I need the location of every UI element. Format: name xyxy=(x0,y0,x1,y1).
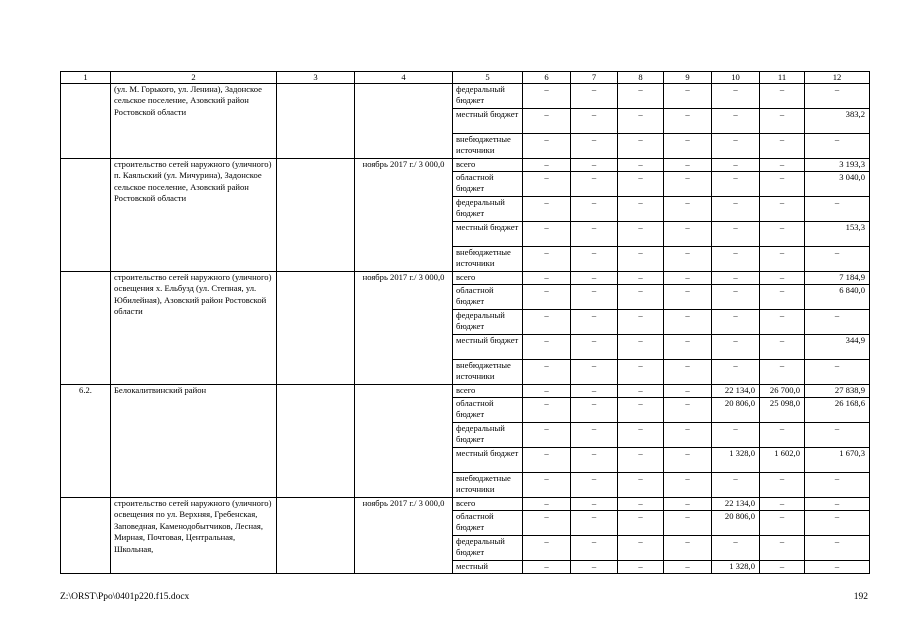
year-value: – xyxy=(760,272,805,285)
year-value: – xyxy=(571,172,618,197)
year-value: 3 193,3 xyxy=(805,159,870,172)
year-value: – xyxy=(664,536,712,561)
year-value: – xyxy=(523,398,571,423)
year-value: – xyxy=(523,511,571,536)
column-number-header: 9 xyxy=(664,72,712,84)
year-value: – xyxy=(618,398,664,423)
item-number xyxy=(61,498,111,574)
column-number-header: 12 xyxy=(805,72,870,84)
year-value: – xyxy=(571,335,618,360)
year-value: – xyxy=(571,360,618,385)
deadline-capacity: ноябрь 2017 г./ 3 000,0 xyxy=(355,498,453,574)
budget-table xyxy=(60,71,870,574)
year-value: – xyxy=(571,511,618,536)
funding-source: областной бюджет xyxy=(453,511,523,536)
year-value: 1 670,3 xyxy=(805,448,870,473)
year-value: 26 700,0 xyxy=(760,385,805,398)
year-value: – xyxy=(523,159,571,172)
year-value: 20 806,0 xyxy=(712,398,760,423)
item-name: Белокалитвинский район xyxy=(111,385,277,498)
year-value: – xyxy=(712,134,760,159)
year-value: – xyxy=(571,498,618,511)
funding-source: федеральный бюджет xyxy=(453,423,523,448)
year-value: – xyxy=(618,473,664,498)
year-value: – xyxy=(805,360,870,385)
year-value: – xyxy=(523,310,571,335)
year-value: – xyxy=(618,172,664,197)
year-value: 153,3 xyxy=(805,222,870,247)
year-value: – xyxy=(664,109,712,134)
year-value: – xyxy=(571,310,618,335)
year-value: – xyxy=(523,385,571,398)
year-value: – xyxy=(571,109,618,134)
year-value: – xyxy=(664,134,712,159)
year-value: 20 806,0 xyxy=(712,511,760,536)
year-value: – xyxy=(664,335,712,360)
year-value: – xyxy=(618,511,664,536)
column-3-cell xyxy=(277,498,355,574)
year-value: – xyxy=(664,511,712,536)
year-value: – xyxy=(805,536,870,561)
year-value: – xyxy=(618,423,664,448)
year-value: – xyxy=(571,448,618,473)
year-value: – xyxy=(523,172,571,197)
year-value: – xyxy=(523,134,571,159)
year-value: – xyxy=(664,310,712,335)
year-value: – xyxy=(571,473,618,498)
year-value: – xyxy=(523,335,571,360)
year-value: 6 840,0 xyxy=(805,285,870,310)
item-number xyxy=(61,159,111,272)
year-value: – xyxy=(664,448,712,473)
funding-source: всего xyxy=(453,498,523,511)
year-value: – xyxy=(571,385,618,398)
funding-source: федеральный бюджет xyxy=(453,536,523,561)
year-value: – xyxy=(760,134,805,159)
year-value: – xyxy=(712,222,760,247)
funding-source: федеральный бюджет xyxy=(453,84,523,109)
year-value: – xyxy=(760,511,805,536)
year-value: – xyxy=(618,197,664,222)
item-name: (ул. М. Горького, ул. Ленина), Задонское сельское поселение, Азовский район Ростовской области xyxy=(111,84,277,159)
funding-source: федеральный бюджет xyxy=(453,310,523,335)
funding-source: местный бюджет xyxy=(453,222,523,247)
year-value: – xyxy=(618,247,664,272)
year-value: – xyxy=(618,134,664,159)
year-value: – xyxy=(523,448,571,473)
year-value: 383,2 xyxy=(805,109,870,134)
year-value: – xyxy=(523,285,571,310)
column-number-header: 2 xyxy=(111,72,277,84)
year-value: – xyxy=(805,247,870,272)
year-value: – xyxy=(571,561,618,574)
year-value: – xyxy=(571,272,618,285)
year-value: – xyxy=(618,84,664,109)
year-value: – xyxy=(805,310,870,335)
year-value: – xyxy=(664,360,712,385)
funding-source: внебюджетные источники xyxy=(453,360,523,385)
funding-source: федеральный бюджет xyxy=(453,197,523,222)
year-value: – xyxy=(805,561,870,574)
year-value: – xyxy=(664,498,712,511)
funding-source: всего xyxy=(453,385,523,398)
item-name: строительство сетей наружного (уличного) п. Каяльский (ул. Мичурина), Задонское сельское поселение, Азовский район Ростовской области xyxy=(111,159,277,272)
funding-source: местный бюджет xyxy=(453,448,523,473)
funding-source: местный бюджет xyxy=(453,109,523,134)
year-value: – xyxy=(712,423,760,448)
item-number: 6.2. xyxy=(61,385,111,498)
funding-source: областной бюджет xyxy=(453,172,523,197)
year-value: – xyxy=(523,561,571,574)
year-value: – xyxy=(664,561,712,574)
year-value: – xyxy=(760,247,805,272)
year-value: – xyxy=(618,272,664,285)
year-value: – xyxy=(571,247,618,272)
year-value: 22 134,0 xyxy=(712,498,760,511)
year-value: – xyxy=(571,84,618,109)
year-value: – xyxy=(760,360,805,385)
year-value: – xyxy=(618,561,664,574)
year-value: – xyxy=(618,335,664,360)
year-value: – xyxy=(523,473,571,498)
year-value: – xyxy=(664,84,712,109)
year-value: – xyxy=(618,159,664,172)
year-value: – xyxy=(571,536,618,561)
year-value: – xyxy=(664,272,712,285)
year-value: – xyxy=(523,197,571,222)
year-value: – xyxy=(664,172,712,197)
year-value: – xyxy=(664,222,712,247)
year-value: 1 328,0 xyxy=(712,448,760,473)
year-value: – xyxy=(760,285,805,310)
column-number-header: 11 xyxy=(760,72,805,84)
year-value: – xyxy=(712,536,760,561)
column-3-cell xyxy=(277,159,355,272)
year-value: – xyxy=(664,159,712,172)
year-value: – xyxy=(712,197,760,222)
year-value: 1 328,0 xyxy=(712,561,760,574)
year-value: – xyxy=(805,134,870,159)
year-value: – xyxy=(760,423,805,448)
year-value: – xyxy=(523,423,571,448)
item-name: строительство сетей наружного (уличного) освещения х. Ельбузд (ул. Степная, ул. Юбилейная), Азовский район Ростовской области xyxy=(111,272,277,385)
column-number-header: 8 xyxy=(618,72,664,84)
year-value: – xyxy=(760,109,805,134)
year-value: – xyxy=(712,310,760,335)
column-number-header: 5 xyxy=(453,72,523,84)
year-value: – xyxy=(571,197,618,222)
table-row xyxy=(61,84,870,109)
column-number-header: 10 xyxy=(712,72,760,84)
year-value: – xyxy=(712,335,760,360)
column-number-header: 7 xyxy=(571,72,618,84)
year-value: – xyxy=(664,398,712,423)
funding-source: внебюджетные источники xyxy=(453,134,523,159)
year-value: – xyxy=(523,247,571,272)
year-value: 1 602,0 xyxy=(760,448,805,473)
year-value: 25 098,0 xyxy=(760,398,805,423)
year-value: – xyxy=(805,473,870,498)
header-row xyxy=(61,72,870,84)
item-number xyxy=(61,272,111,385)
deadline-capacity: ноябрь 2017 г./ 3 000,0 xyxy=(355,159,453,272)
column-number-header: 1 xyxy=(61,72,111,84)
item-name: строительство сетей наружного (уличного) освещения по ул. Верхняя, Гребенская, Заповедная, Каменодобытчиков, Лесная, Мирная, Почтовая, Центральная, Школьная, xyxy=(111,498,277,574)
year-value: – xyxy=(760,473,805,498)
year-value: 7 184,9 xyxy=(805,272,870,285)
year-value: – xyxy=(618,222,664,247)
year-value: – xyxy=(618,109,664,134)
deadline-capacity: ноябрь 2017 г./ 3 000,0 xyxy=(355,272,453,385)
year-value: 3 040,0 xyxy=(805,172,870,197)
funding-source: внебюджетные источники xyxy=(453,247,523,272)
year-value: 26 168,6 xyxy=(805,398,870,423)
year-value: – xyxy=(618,448,664,473)
year-value: – xyxy=(760,197,805,222)
year-value: – xyxy=(760,335,805,360)
column-number-header: 6 xyxy=(523,72,571,84)
year-value: – xyxy=(664,197,712,222)
year-value: – xyxy=(618,310,664,335)
year-value: 22 134,0 xyxy=(712,385,760,398)
year-value: – xyxy=(523,536,571,561)
deadline-capacity xyxy=(355,84,453,159)
year-value: – xyxy=(712,172,760,197)
year-value: – xyxy=(805,511,870,536)
year-value: – xyxy=(760,310,805,335)
year-value: – xyxy=(571,159,618,172)
column-number-header: 4 xyxy=(355,72,453,84)
year-value: – xyxy=(618,285,664,310)
funding-source: областной бюджет xyxy=(453,398,523,423)
year-value: – xyxy=(523,360,571,385)
year-value: – xyxy=(712,473,760,498)
year-value: – xyxy=(760,84,805,109)
year-value: – xyxy=(760,172,805,197)
year-value: – xyxy=(618,536,664,561)
year-value: – xyxy=(712,109,760,134)
year-value: – xyxy=(664,285,712,310)
year-value: – xyxy=(523,272,571,285)
year-value: – xyxy=(712,272,760,285)
year-value: – xyxy=(805,84,870,109)
year-value: – xyxy=(523,84,571,109)
year-value: – xyxy=(664,473,712,498)
year-value: – xyxy=(760,222,805,247)
year-value: – xyxy=(571,423,618,448)
year-value: – xyxy=(571,398,618,423)
item-number xyxy=(61,84,111,159)
year-value: – xyxy=(618,385,664,398)
year-value: – xyxy=(712,84,760,109)
funding-source: всего xyxy=(453,159,523,172)
page-number: 192 xyxy=(853,592,868,602)
year-value: – xyxy=(523,498,571,511)
year-value: 27 838,9 xyxy=(805,385,870,398)
funding-source: местный xyxy=(453,561,523,574)
year-value: – xyxy=(618,498,664,511)
funding-source: внебюджетные источники xyxy=(453,473,523,498)
year-value: – xyxy=(805,197,870,222)
funding-source: всего xyxy=(453,272,523,285)
footer-file-path: Z:\ORST\Ppo\0401p220.f15.docx xyxy=(60,592,190,602)
year-value: – xyxy=(618,360,664,385)
year-value: – xyxy=(664,247,712,272)
column-3-cell xyxy=(277,385,355,498)
year-value: – xyxy=(571,285,618,310)
year-value: – xyxy=(712,247,760,272)
year-value: – xyxy=(523,222,571,247)
table-row xyxy=(61,272,870,285)
funding-source: местный бюджет xyxy=(453,335,523,360)
year-value: – xyxy=(760,536,805,561)
funding-source: областной бюджет xyxy=(453,285,523,310)
column-3-cell xyxy=(277,84,355,159)
table-row xyxy=(61,159,870,172)
year-value: – xyxy=(760,159,805,172)
year-value: – xyxy=(523,109,571,134)
year-value: 344,9 xyxy=(805,335,870,360)
year-value: – xyxy=(571,134,618,159)
table-row xyxy=(61,498,870,511)
column-3-cell xyxy=(277,272,355,385)
deadline-capacity xyxy=(355,385,453,498)
year-value: – xyxy=(571,222,618,247)
year-value: – xyxy=(760,498,805,511)
year-value: – xyxy=(712,159,760,172)
year-value: – xyxy=(760,561,805,574)
year-value: – xyxy=(805,423,870,448)
year-value: – xyxy=(712,360,760,385)
year-value: – xyxy=(664,423,712,448)
year-value: – xyxy=(664,385,712,398)
column-number-header: 3 xyxy=(277,72,355,84)
table-row xyxy=(61,385,870,398)
year-value: – xyxy=(712,285,760,310)
year-value: – xyxy=(805,498,870,511)
